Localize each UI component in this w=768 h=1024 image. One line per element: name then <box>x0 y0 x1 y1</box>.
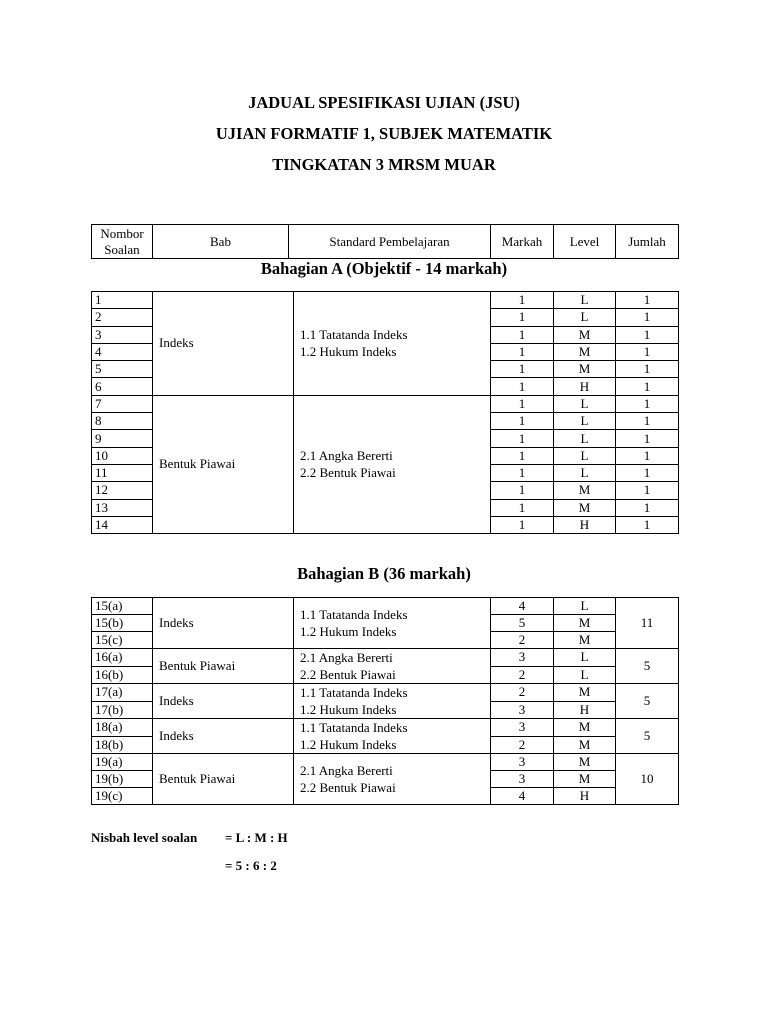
bab-cell: Indeks <box>153 292 294 396</box>
bab-cell: Indeks <box>153 598 294 649</box>
level-cell: L <box>554 292 616 309</box>
markah-cell: 1 <box>491 309 554 326</box>
markah-cell: 3 <box>491 771 554 788</box>
question-number: 17(b) <box>92 701 153 719</box>
jumlah-cell: 10 <box>616 754 679 805</box>
question-number: 12 <box>92 482 153 499</box>
question-number: 19(b) <box>92 771 153 788</box>
question-number: 13 <box>92 499 153 516</box>
question-number: 19(a) <box>92 754 153 771</box>
jumlah-cell: 1 <box>616 413 679 430</box>
section-a-body <box>92 292 679 534</box>
standard-cell <box>294 754 491 805</box>
section-a-table <box>91 291 679 534</box>
level-cell: L <box>554 447 616 464</box>
level-cell: L <box>554 430 616 447</box>
document-titles <box>0 92 768 185</box>
question-number: 1 <box>92 292 153 309</box>
jumlah-cell: 11 <box>616 598 679 649</box>
markah-cell: 1 <box>491 326 554 343</box>
header-bab: Bab <box>153 225 289 259</box>
standard-item: 2.2 Bentuk Piawai <box>300 780 396 795</box>
ratio-label: Nisbah level soalan <box>91 830 198 845</box>
table-row <box>92 754 679 771</box>
standard-item: 1.1 Tatatanda Indeks <box>300 327 408 343</box>
table-row <box>92 292 679 309</box>
jumlah-cell: 1 <box>616 482 679 499</box>
question-number: 18(b) <box>92 736 153 754</box>
section-b-title: Bahagian B (36 markah) <box>297 564 471 583</box>
level-cell: M <box>554 326 616 343</box>
header-jumlah: Jumlah <box>616 225 679 259</box>
table-row <box>92 395 679 412</box>
level-cell: L <box>554 309 616 326</box>
level-cell: L <box>554 464 616 481</box>
question-number: 19(c) <box>92 788 153 805</box>
level-cell: L <box>554 649 616 667</box>
header-level: Level <box>554 225 616 259</box>
level-cell: L <box>554 395 616 412</box>
jumlah-cell: 1 <box>616 326 679 343</box>
title-line-2: UJIAN FORMATIF 1, SUBJEK MATEMATIK <box>215 124 553 143</box>
level-cell: M <box>554 736 616 754</box>
ratio-formula: = L : M : H <box>225 830 288 845</box>
section-b-body <box>92 598 679 805</box>
jumlah-cell: 1 <box>616 343 679 360</box>
level-cell: M <box>554 719 616 737</box>
standard-item: 2.1 Angka Bererti <box>300 763 393 778</box>
markah-cell: 1 <box>491 395 554 412</box>
standard-item: 1.1 Tatatanda Indeks <box>300 685 408 700</box>
markah-cell: 1 <box>491 516 554 533</box>
level-cell: M <box>554 343 616 360</box>
markah-cell: 1 <box>491 343 554 360</box>
header-markah: Markah <box>491 225 554 259</box>
standard-item: 2.2 Bentuk Piawai <box>300 667 396 682</box>
question-number: 6 <box>92 378 153 395</box>
standard-item: 1.2 Hukum Indeks <box>300 702 397 717</box>
header-nombor-soalan <box>92 225 153 259</box>
question-number: 16(b) <box>92 666 153 684</box>
standard-item: 2.1 Angka Bererti <box>300 448 393 464</box>
standard-cell <box>294 292 491 396</box>
markah-cell: 5 <box>491 615 554 632</box>
header-standard: Standard Pembelajaran <box>289 225 491 259</box>
ratio-value: = 5 : 6 : 2 <box>225 858 277 873</box>
table-row <box>92 598 679 615</box>
bab-cell: Bentuk Piawai <box>153 395 294 533</box>
markah-cell: 1 <box>491 447 554 464</box>
bab-cell: Indeks <box>153 719 294 754</box>
standard-item: 2.1 Angka Bererti <box>300 650 393 665</box>
level-cell: M <box>554 754 616 771</box>
question-number: 7 <box>92 395 153 412</box>
markah-cell: 2 <box>491 666 554 684</box>
level-cell: H <box>554 516 616 533</box>
markah-cell: 3 <box>491 701 554 719</box>
table-row <box>92 719 679 737</box>
markah-cell: 4 <box>491 598 554 615</box>
level-cell: M <box>554 684 616 702</box>
level-cell: H <box>554 378 616 395</box>
column-header-row <box>92 225 679 259</box>
jumlah-cell: 5 <box>616 649 679 684</box>
question-number: 10 <box>92 447 153 464</box>
markah-cell: 1 <box>491 378 554 395</box>
jumlah-cell: 1 <box>616 447 679 464</box>
standard-cell <box>294 395 491 533</box>
jumlah-cell: 1 <box>616 361 679 378</box>
standard-item: 1.2 Hukum Indeks <box>300 624 397 639</box>
markah-cell: 3 <box>491 719 554 737</box>
question-number: 14 <box>92 516 153 533</box>
markah-cell: 3 <box>491 649 554 667</box>
standard-item: 1.1 Tatatanda Indeks <box>300 607 408 622</box>
level-cell: M <box>554 771 616 788</box>
jumlah-cell: 1 <box>616 309 679 326</box>
level-cell: H <box>554 788 616 805</box>
level-cell: L <box>554 413 616 430</box>
level-cell: M <box>554 632 616 649</box>
markah-cell: 3 <box>491 754 554 771</box>
question-number: 18(a) <box>92 719 153 737</box>
question-number: 15(a) <box>92 598 153 615</box>
standard-item: 1.1 Tatatanda Indeks <box>300 720 408 735</box>
jumlah-cell: 5 <box>616 719 679 754</box>
level-cell: M <box>554 361 616 378</box>
question-number: 8 <box>92 413 153 430</box>
question-number: 17(a) <box>92 684 153 702</box>
markah-cell: 1 <box>491 499 554 516</box>
header-soalan: Soalan <box>104 241 140 257</box>
markah-cell: 1 <box>491 464 554 481</box>
question-number: 16(a) <box>92 649 153 667</box>
section-b-table <box>91 597 679 805</box>
level-cell: M <box>554 499 616 516</box>
markah-cell: 2 <box>491 736 554 754</box>
column-header-table <box>91 224 679 259</box>
markah-cell: 4 <box>491 788 554 805</box>
markah-cell: 1 <box>491 361 554 378</box>
question-number: 5 <box>92 361 153 378</box>
jumlah-cell: 1 <box>616 516 679 533</box>
question-number: 15(b) <box>92 615 153 632</box>
jumlah-cell: 1 <box>616 378 679 395</box>
standard-cell <box>294 598 491 649</box>
question-number: 15(c) <box>92 632 153 649</box>
jumlah-cell: 5 <box>616 684 679 719</box>
standard-item: 1.2 Hukum Indeks <box>300 344 397 360</box>
bab-cell: Indeks <box>153 684 294 719</box>
title-line-3: TINGKATAN 3 MRSM MUAR <box>272 155 496 174</box>
question-number: 3 <box>92 326 153 343</box>
standard-cell <box>294 719 491 754</box>
standard-cell <box>294 684 491 719</box>
question-number: 11 <box>92 464 153 481</box>
markah-cell: 1 <box>491 430 554 447</box>
markah-cell: 2 <box>491 632 554 649</box>
level-cell: H <box>554 701 616 719</box>
markah-cell: 1 <box>491 413 554 430</box>
question-number: 9 <box>92 430 153 447</box>
jumlah-cell: 1 <box>616 464 679 481</box>
jumlah-cell: 1 <box>616 430 679 447</box>
jumlah-cell: 1 <box>616 395 679 412</box>
markah-cell: 2 <box>491 684 554 702</box>
table-row <box>92 649 679 667</box>
level-cell: L <box>554 598 616 615</box>
jumlah-cell: 1 <box>616 499 679 516</box>
bab-cell: Bentuk Piawai <box>153 649 294 684</box>
level-cell: L <box>554 666 616 684</box>
level-cell: M <box>554 615 616 632</box>
question-number: 2 <box>92 309 153 326</box>
markah-cell: 1 <box>491 482 554 499</box>
markah-cell: 1 <box>491 292 554 309</box>
question-number: 4 <box>92 343 153 360</box>
jumlah-cell: 1 <box>616 292 679 309</box>
standard-item: 1.2 Hukum Indeks <box>300 737 397 752</box>
level-cell: M <box>554 482 616 499</box>
section-a-title: Bahagian A (Objektif - 14 markah) <box>260 259 508 278</box>
header-nombor: Nombor <box>100 225 144 241</box>
table-row <box>92 684 679 702</box>
standard-item: 2.2 Bentuk Piawai <box>300 465 396 481</box>
standard-cell <box>294 649 491 684</box>
title-line-1: JADUAL SPESIFIKASI UJIAN (JSU) <box>248 93 520 112</box>
bab-cell: Bentuk Piawai <box>153 754 294 805</box>
